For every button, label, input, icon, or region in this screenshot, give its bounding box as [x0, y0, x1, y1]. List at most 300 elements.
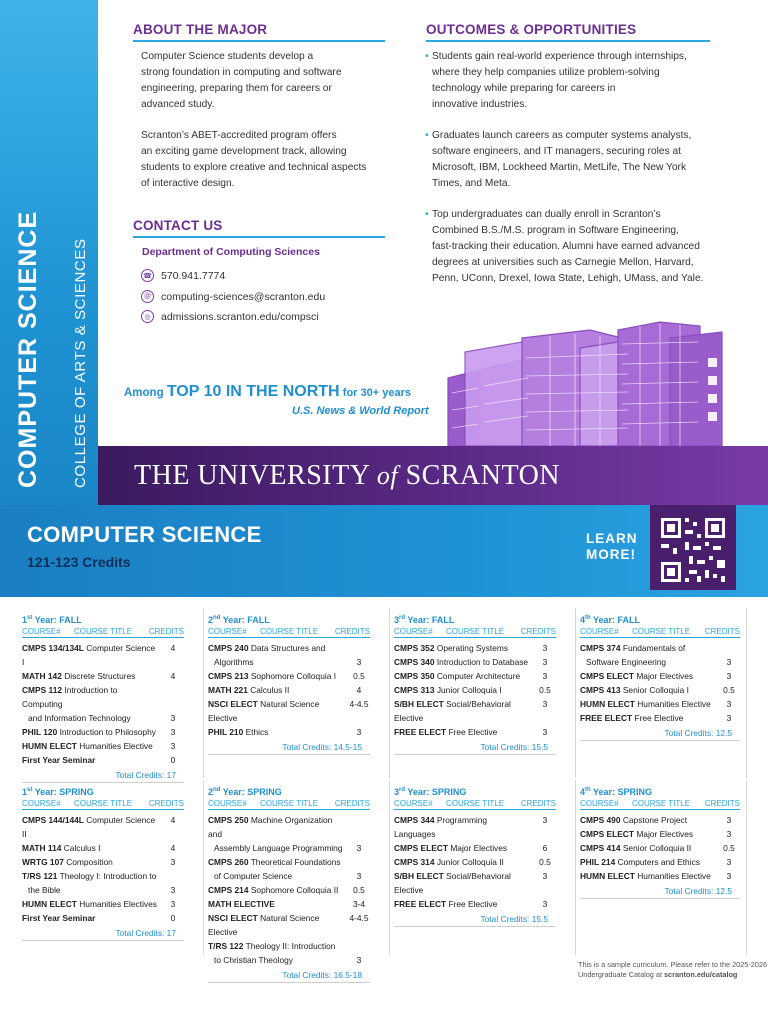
course-name: [208, 669, 344, 683]
ranking-post: for 30+ years: [342, 387, 411, 399]
course-name: [28, 711, 158, 725]
year-term: Year: FALL: [590, 615, 641, 625]
course-title: Fundamentals of: [622, 643, 686, 653]
course-name: [22, 683, 158, 711]
course-row: [208, 641, 370, 655]
course-code: PHIL 210: [208, 727, 244, 737]
course-title: of Computer Science: [214, 871, 293, 881]
course-title: Social/Behavioral Elective: [394, 699, 511, 723]
course-credits: 3: [542, 815, 548, 825]
course-credits: 3: [170, 713, 176, 723]
course-row: [394, 725, 556, 739]
year-suffix: th: [585, 787, 591, 793]
total-credits: Total Credits: 17: [22, 928, 184, 941]
course-row: [208, 841, 370, 855]
course-title: Senior Colloquia II: [622, 843, 692, 853]
university-band: [98, 446, 768, 505]
outcome-bullet-1: [425, 49, 732, 113]
course-row: [22, 869, 184, 883]
course-credits: 0.5: [353, 885, 365, 895]
header-course: COURSE#: [22, 799, 61, 808]
catalog-note: [578, 960, 768, 980]
course-code: CMPS 112: [22, 685, 63, 695]
course-row: [22, 813, 184, 841]
course-name: [394, 813, 530, 841]
course-row: [22, 739, 184, 753]
course-title: Natural Science Elective: [208, 699, 320, 723]
year-number: 4: [580, 615, 586, 625]
course-name: [208, 883, 344, 897]
course-row: [208, 939, 370, 953]
course-row: [580, 841, 740, 855]
course-row: [208, 669, 370, 683]
course-credits: 3: [726, 671, 732, 681]
course-credits: 3: [726, 815, 732, 825]
ranking-source: U.S. News & World Report: [292, 405, 429, 417]
course-credits: 3: [170, 741, 176, 751]
course-name: [394, 697, 530, 725]
year-term: Year: SPRING: [590, 787, 653, 797]
course-name: [22, 911, 158, 925]
year-number: 2: [208, 615, 214, 625]
course-credits: 3: [356, 727, 362, 737]
course-title: Discrete Structures: [64, 671, 136, 681]
year-label: [580, 615, 740, 627]
header-credits: CREDITS: [148, 799, 184, 808]
text-line: of interactive design.: [141, 178, 235, 189]
course-title: Free Elective: [634, 713, 684, 723]
course-code: S/BH ELECT: [394, 699, 444, 709]
course-name: [580, 697, 714, 711]
course-name: [22, 641, 158, 669]
course-title: Introduction to Philosophy: [59, 727, 156, 737]
column-header: [394, 799, 556, 810]
course-name: [580, 855, 714, 869]
side-college: COLLEGE OF ARTS & SCIENCES: [72, 238, 89, 488]
email-text: computing-sciences@scranton.edu: [161, 290, 326, 303]
course-title: Major Electives: [636, 671, 694, 681]
course-name: [394, 683, 530, 697]
course-credits: 4: [170, 843, 176, 853]
course-title: Theoretical Foundations: [250, 857, 341, 867]
header-credits: CREDITS: [334, 799, 370, 808]
course-credits: 3: [542, 643, 548, 653]
course-code: CMPS 250: [208, 815, 249, 825]
bullet-dot-icon: •: [425, 130, 429, 141]
course-credits: 3: [726, 857, 732, 867]
course-row: [208, 683, 370, 697]
contact-email[interactable]: [141, 290, 325, 303]
contact-phone[interactable]: [141, 269, 225, 282]
course-row: [208, 869, 370, 883]
outcome-bullet-3: [425, 207, 732, 287]
bullet-dot-icon: •: [425, 51, 429, 62]
header-credits: CREDITS: [704, 799, 740, 808]
note-line: This is a sample curriculum. Please refer to the 2025-2026: [578, 960, 767, 969]
year-label: [22, 615, 184, 627]
course-code: MATH ELECTIVE: [208, 899, 275, 909]
year-suffix: nd: [213, 615, 221, 621]
course-code: First Year Seminar: [22, 755, 96, 765]
course-row: [580, 697, 740, 711]
contact-department: Department of Computing Sciences: [142, 246, 320, 258]
course-name: [22, 669, 158, 683]
course-code: CMPS 313: [394, 685, 435, 695]
year-column: [22, 615, 184, 783]
course-title: Natural Science Elective: [208, 913, 320, 937]
outcomes-title: OUTCOMES & OPPORTUNITIES: [426, 22, 710, 42]
course-code: WRTG 107: [22, 857, 64, 867]
column-header: [22, 627, 184, 638]
course-code: CMPS 414: [580, 843, 621, 853]
course-title: Humanities Elective: [637, 699, 711, 709]
course-code: CMPS 350: [394, 671, 435, 681]
header-course: COURSE#: [22, 627, 61, 636]
year-column: [580, 615, 740, 741]
campus-building-illustration: [440, 318, 740, 448]
course-row: [22, 753, 184, 767]
course-code: CMPS ELECT: [580, 671, 634, 681]
course-name: [394, 855, 530, 869]
course-credits: 3: [542, 727, 548, 737]
header-course: COURSE#: [580, 799, 619, 808]
total-credits: Total Credits: 15.5: [394, 914, 556, 927]
course-name: [28, 883, 158, 897]
course-row: [394, 855, 556, 869]
course-title: Free Elective: [448, 899, 498, 909]
course-row: [394, 683, 556, 697]
year-term: Year: FALL: [32, 615, 82, 625]
text-line: innovative industries.: [432, 99, 528, 110]
year-term: Year: SPRING: [32, 787, 94, 797]
email-icon: @: [141, 290, 154, 303]
year-label: [208, 787, 370, 799]
course-code: CMPS 213: [208, 671, 249, 681]
course-credits: 3: [726, 871, 732, 881]
course-credits: 3: [542, 671, 548, 681]
year-column: [208, 787, 370, 983]
year-term: Year: FALL: [220, 615, 270, 625]
course-code: PHIL 214: [580, 857, 616, 867]
course-name: [214, 841, 344, 855]
course-row: [208, 883, 370, 897]
header-course: COURSE#: [208, 627, 247, 636]
university-name-post: SCRANTON: [405, 460, 561, 491]
course-code: HUMN ELECT: [22, 899, 77, 909]
course-row: [580, 813, 740, 827]
total-credits: Total Credits: 17: [22, 770, 184, 783]
course-code: CMPS 490: [580, 815, 621, 825]
text-line: Penn, UConn, Drexel, Iowa State, Lehigh, UMass, and Yale.: [432, 273, 704, 284]
course-name: [22, 897, 158, 911]
catalog-link[interactable]: scranton.edu/catalog: [664, 970, 738, 979]
course-name: [22, 753, 158, 767]
course-code: NSCI ELECT: [208, 699, 258, 709]
course-credits: 0.5: [723, 843, 735, 853]
course-name: [208, 855, 344, 869]
course-row: [22, 883, 184, 897]
course-name: [22, 813, 158, 841]
course-row: [22, 855, 184, 869]
course-row: [208, 897, 370, 911]
course-credits: 3: [356, 955, 362, 965]
column-header: [580, 799, 740, 810]
text-line: Top undergraduates can dually enroll in Scranton’s: [432, 209, 661, 220]
side-title: COMPUTER SCIENCE: [14, 210, 42, 488]
course-name: [208, 911, 344, 939]
year-column: [22, 787, 184, 941]
header-title: COURSE TITLE: [74, 627, 133, 636]
text-line: Scranton’s ABET-accredited program offers: [141, 130, 337, 141]
course-credits: 4: [170, 643, 176, 653]
course-code: FREE ELECT: [394, 899, 447, 909]
year-term: Year: SPRING: [405, 787, 467, 797]
university-name: [134, 460, 560, 492]
learn-text: LEARN: [586, 531, 638, 546]
course-title: Free Elective: [448, 727, 498, 737]
course-row: [208, 813, 370, 841]
year-label: [22, 787, 184, 799]
course-credits: 0.5: [539, 685, 551, 695]
outcome-bullet-2: [425, 128, 732, 192]
course-code: CMPS 314: [394, 857, 435, 867]
course-credits: 3: [542, 899, 548, 909]
course-title: and Information Technology: [28, 713, 131, 723]
course-row: [394, 841, 556, 855]
course-credits: 3: [170, 899, 176, 909]
course-name: [22, 725, 158, 739]
course-row: [580, 641, 740, 655]
course-code: CMPS 214: [208, 885, 249, 895]
course-row: [22, 711, 184, 725]
header-title: COURSE TITLE: [446, 627, 505, 636]
course-code: HUMN ELECT: [580, 699, 635, 709]
course-name: [214, 655, 344, 669]
course-name: [394, 725, 530, 739]
course-title: Capstone Project: [622, 815, 688, 825]
year-number: 3: [394, 615, 400, 625]
course-row: [208, 725, 370, 739]
course-name: [586, 655, 714, 669]
course-row: [580, 655, 740, 669]
course-code: T/RS 122: [208, 941, 244, 951]
total-credits: Total Credits: 15.5: [394, 742, 556, 755]
course-credits: 3: [726, 657, 732, 667]
phone-text: 570.941.7774: [161, 269, 226, 282]
course-name: [214, 953, 344, 967]
course-title: Junior Colloquia I: [436, 685, 502, 695]
course-name: [22, 869, 158, 883]
text-line: Microsoft, IBM, Lockheed Martin, MetLife, The New York: [432, 162, 687, 173]
ranking-pre: Among: [124, 387, 164, 399]
course-name: [580, 813, 714, 827]
course-credits: 0: [170, 755, 176, 765]
course-row: [580, 827, 740, 841]
header-title: COURSE TITLE: [74, 799, 133, 808]
year-label: [208, 615, 370, 627]
course-name: [208, 697, 344, 725]
course-code: HUMN ELECT: [580, 871, 635, 881]
text-line: Graduates launch careers as computer systems analysts,: [432, 130, 692, 141]
year-number: 3: [394, 787, 400, 797]
course-code: NSCI ELECT: [208, 913, 258, 923]
header-credits: CREDITS: [334, 627, 370, 636]
course-credits: 4: [170, 815, 176, 825]
course-name: [580, 669, 714, 683]
text-line: students to explore creative and technical aspects: [141, 162, 367, 173]
course-code: T/RS 121: [22, 871, 58, 881]
program-title: COMPUTER SCIENCE: [27, 522, 262, 547]
course-name: [22, 739, 158, 753]
course-title: Sophomore Colloquia II: [250, 885, 339, 895]
course-code: CMPS 374: [580, 643, 621, 653]
course-credits: 0.5: [539, 857, 551, 867]
course-title: Theology I: Introduction to: [59, 871, 157, 881]
course-title: Major Electives: [636, 829, 694, 839]
year-number: 1: [22, 615, 28, 625]
header-credits: CREDITS: [520, 627, 556, 636]
year-suffix: st: [27, 615, 33, 621]
course-title: Introduction to Database: [436, 657, 529, 667]
year-column: [394, 615, 556, 755]
course-name: [208, 897, 344, 911]
course-title: Social/Behavioral Elective: [394, 871, 511, 895]
university-name-of: of: [376, 461, 399, 490]
course-row: [394, 697, 556, 725]
course-row: [208, 855, 370, 869]
course-name: [580, 827, 714, 841]
course-credits: 4: [356, 685, 362, 695]
course-credits: 6: [542, 843, 548, 853]
ranking-big: TOP 10 IN THE NORTH: [166, 383, 340, 400]
course-title: Calculus I: [63, 843, 101, 853]
header-course: COURSE#: [208, 799, 247, 808]
course-row: [208, 953, 370, 967]
header-course: COURSE#: [394, 627, 433, 636]
course-title: Senior Colloquia I: [622, 685, 689, 695]
globe-icon: ◎: [141, 310, 154, 323]
course-title: Software Engineering: [586, 657, 667, 667]
total-credits: Total Credits: 12.5: [580, 728, 740, 741]
header-title: COURSE TITLE: [446, 799, 505, 808]
column-header: [394, 627, 556, 638]
course-credits: 4: [170, 671, 176, 681]
year-term: Year: SPRING: [220, 787, 282, 797]
contact-title: CONTACT US: [133, 218, 385, 238]
course-code: MATH 142: [22, 671, 62, 681]
contact-website[interactable]: [141, 310, 319, 323]
course-code: CMPS 413: [580, 685, 621, 695]
header-credits: CREDITS: [704, 627, 740, 636]
year-label: [580, 787, 740, 799]
course-credits: 3: [542, 699, 548, 709]
course-credits: 3: [170, 727, 176, 737]
course-credits: 0.5: [353, 671, 365, 681]
course-row: [394, 655, 556, 669]
course-code: CMPS ELECT: [394, 843, 448, 853]
university-name-pre: THE UNIVERSITY: [134, 460, 370, 491]
year-suffix: rd: [399, 787, 406, 793]
course-name: [394, 869, 530, 897]
qr-code-icon: [650, 505, 736, 590]
course-row: [208, 697, 370, 725]
year-suffix: rd: [399, 615, 406, 621]
text-line: technology while preparing for careers in: [432, 83, 616, 94]
course-row: [394, 669, 556, 683]
course-title: Major Electives: [450, 843, 508, 853]
course-name: [214, 869, 344, 883]
course-title: the Bible: [28, 885, 61, 895]
about-paragraph-1: [141, 49, 391, 113]
text-line: where they help companies utilize problem-solving: [432, 67, 660, 78]
year-suffix: nd: [213, 787, 221, 793]
course-title: Algorithms: [214, 657, 254, 667]
course-row: [22, 683, 184, 711]
header-course: COURSE#: [394, 799, 433, 808]
year-label: [394, 615, 556, 627]
learn-more-label[interactable]: [586, 531, 646, 563]
column-header: [580, 627, 740, 638]
text-line: strong foundation in computing and software: [141, 67, 342, 78]
course-title: Computer Architecture: [436, 671, 521, 681]
course-row: [394, 869, 556, 897]
course-name: [208, 641, 344, 655]
course-row: [394, 897, 556, 911]
side-banner: [0, 0, 98, 505]
course-row: [394, 813, 556, 841]
qr-code[interactable]: [650, 505, 736, 590]
course-credits: 3: [542, 871, 548, 881]
course-name: [394, 669, 530, 683]
course-name: [208, 683, 344, 697]
course-row: [22, 841, 184, 855]
total-credits: Total Credits: 14.5-15: [208, 742, 370, 755]
text-line: Times, and Meta.: [432, 178, 511, 189]
course-credits: 3: [356, 657, 362, 667]
website-text: admissions.scranton.edu/compsci: [161, 310, 319, 323]
course-credits: 0.5: [723, 685, 735, 695]
course-row: [394, 641, 556, 655]
year-column: [580, 787, 740, 899]
course-credits: 3: [170, 885, 176, 895]
course-row: [208, 911, 370, 939]
header-title: COURSE TITLE: [632, 799, 691, 808]
course-code: CMPS 352: [394, 643, 435, 653]
column-header: [208, 799, 370, 810]
course-row: [22, 911, 184, 925]
year-number: 1: [22, 787, 28, 797]
course-code: HUMN ELECT: [22, 741, 77, 751]
header-title: COURSE TITLE: [260, 799, 319, 808]
about-paragraph-2: [141, 128, 396, 192]
year-suffix: th: [585, 615, 591, 621]
course-credits: 0: [170, 913, 176, 923]
course-name: [22, 855, 158, 869]
course-name: [208, 725, 344, 739]
course-name: [208, 939, 344, 953]
year-column: [208, 615, 370, 755]
course-title: Computer Science II: [22, 815, 156, 839]
course-title: Computers and Ethics: [617, 857, 700, 867]
course-code: S/BH ELECT: [394, 871, 444, 881]
course-title: Theology II: Introduction: [245, 941, 336, 951]
course-name: [394, 655, 530, 669]
text-line: fast-tracking their education. Alumni have earned advanced: [432, 241, 700, 252]
header-course: COURSE#: [580, 627, 619, 636]
course-code: First Year Seminar: [22, 913, 96, 923]
course-title: Data Structures and: [250, 643, 326, 653]
course-title: Computer Science I: [22, 643, 156, 667]
